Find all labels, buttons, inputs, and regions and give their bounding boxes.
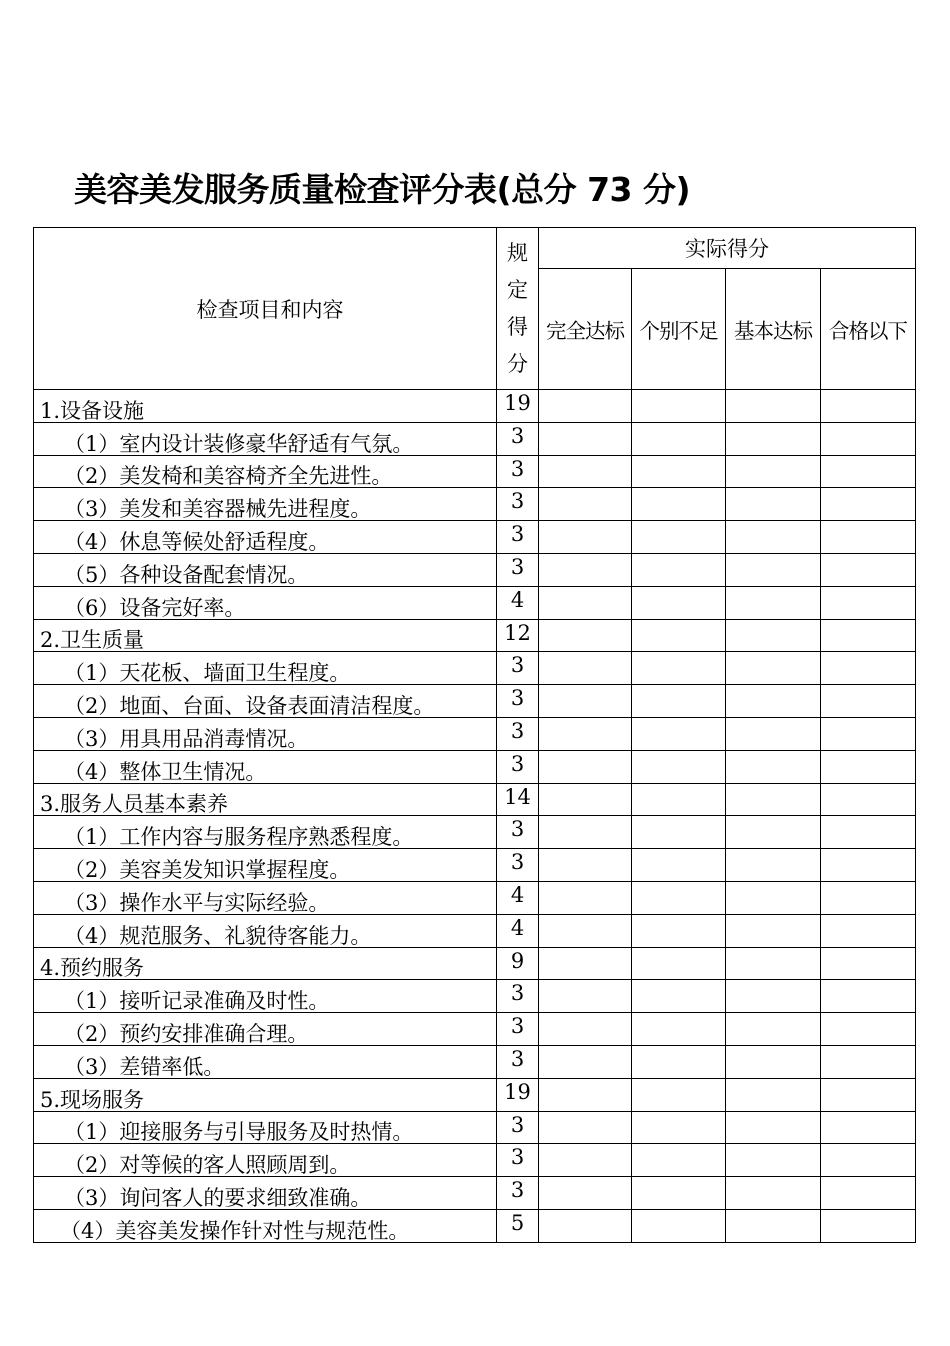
standard-score: 4: [497, 881, 539, 914]
standard-score: 12: [497, 619, 539, 652]
actual-score-cell[interactable]: [821, 980, 916, 1013]
actual-score-cell[interactable]: [726, 881, 821, 914]
actual-score-cell[interactable]: [726, 1045, 821, 1078]
actual-score-cell[interactable]: [726, 717, 821, 750]
table-row: [34, 1045, 916, 1078]
actual-score-cell[interactable]: [821, 849, 916, 882]
sub-item: （2）对等候的客人照顾周到。: [34, 1144, 497, 1177]
header-level-minor-shortfall: 个别不足: [632, 269, 726, 390]
table-row: [34, 586, 916, 619]
actual-score-cell[interactable]: [726, 390, 821, 423]
table-row: [34, 717, 916, 750]
actual-score-cell[interactable]: [821, 914, 916, 947]
table-row: [34, 1144, 916, 1177]
table-row: [34, 1013, 916, 1046]
actual-score-cell[interactable]: [726, 455, 821, 488]
table-row: [34, 1111, 916, 1144]
actual-score-cell[interactable]: [632, 914, 726, 947]
actual-score-cell[interactable]: [726, 1111, 821, 1144]
table-row: [34, 1209, 916, 1242]
actual-score-cell[interactable]: [821, 1111, 916, 1144]
actual-score-cell[interactable]: [632, 980, 726, 1013]
header-standard-score-char: 得: [507, 314, 528, 339]
sub-item: （1）接听记录准确及时性。: [34, 980, 497, 1013]
header-level-full: 完全达标: [539, 269, 632, 390]
standard-score: 3: [497, 422, 539, 455]
actual-score-cell[interactable]: [539, 849, 632, 882]
actual-score-cell[interactable]: [726, 652, 821, 685]
actual-score-cell[interactable]: [726, 980, 821, 1013]
sub-item: （1）室内设计装修豪华舒适有气氛。: [34, 422, 497, 455]
actual-score-cell[interactable]: [632, 1013, 726, 1046]
table-row: [34, 914, 916, 947]
sub-item: （2）美容美发知识掌握程度。: [34, 849, 497, 882]
actual-score-cell[interactable]: [632, 1045, 726, 1078]
actual-score-cell[interactable]: [632, 1144, 726, 1177]
sub-item: （3）差错率低。: [34, 1045, 497, 1078]
category-item: 5.现场服务: [34, 1078, 497, 1111]
standard-score: 3: [497, 455, 539, 488]
category-item: 2.卫生质量: [34, 619, 497, 652]
actual-score-cell[interactable]: [821, 1144, 916, 1177]
actual-score-cell[interactable]: [821, 488, 916, 521]
actual-score-cell[interactable]: [539, 947, 632, 980]
actual-score-cell[interactable]: [539, 586, 632, 619]
table-row: [34, 619, 916, 652]
sub-item: （1）迎接服务与引导服务及时热情。: [34, 1111, 497, 1144]
actual-score-cell[interactable]: [821, 455, 916, 488]
actual-score-cell[interactable]: [726, 1209, 821, 1242]
standard-score: 9: [497, 947, 539, 980]
standard-score: 3: [497, 1144, 539, 1177]
standard-score: 19: [497, 1078, 539, 1111]
actual-score-cell[interactable]: [539, 750, 632, 783]
table-row: [34, 980, 916, 1013]
sub-item: （1）工作内容与服务程序熟悉程度。: [34, 816, 497, 849]
standard-score: 3: [497, 1013, 539, 1046]
actual-score-cell[interactable]: [539, 980, 632, 1013]
actual-score-cell[interactable]: [821, 1177, 916, 1210]
standard-score: 3: [497, 521, 539, 554]
actual-score-cell[interactable]: [821, 685, 916, 718]
standard-score: 3: [497, 717, 539, 750]
sub-item: （4）休息等候处舒适程度。: [34, 521, 497, 554]
standard-score: 3: [497, 1177, 539, 1210]
sub-item: （4）整体卫生情况。: [34, 750, 497, 783]
actual-score-cell[interactable]: [632, 849, 726, 882]
actual-score-cell[interactable]: [539, 619, 632, 652]
page-title: 美容美发服务质量检查评分表(总分 73 分): [74, 170, 691, 209]
actual-score-cell[interactable]: [726, 422, 821, 455]
actual-score-cell[interactable]: [632, 455, 726, 488]
standard-score: 3: [497, 750, 539, 783]
actual-score-cell[interactable]: [539, 1177, 632, 1210]
standard-score: 19: [497, 390, 539, 423]
table-row: [34, 783, 916, 816]
actual-score-cell[interactable]: [539, 422, 632, 455]
actual-score-cell[interactable]: [632, 390, 726, 423]
standard-score: 14: [497, 783, 539, 816]
actual-score-cell[interactable]: [632, 947, 726, 980]
actual-score-cell[interactable]: [726, 521, 821, 554]
table-row: [34, 685, 916, 718]
table-row: [34, 390, 916, 423]
actual-score-cell[interactable]: [632, 586, 726, 619]
actual-score-cell[interactable]: [539, 488, 632, 521]
actual-score-cell[interactable]: [726, 619, 821, 652]
sub-item: （4）规范服务、礼貌待客能力。: [34, 914, 497, 947]
header-standard-score: [497, 228, 539, 390]
table-row: [34, 1177, 916, 1210]
standard-score: 3: [497, 816, 539, 849]
actual-score-cell[interactable]: [539, 521, 632, 554]
actual-score-cell[interactable]: [726, 914, 821, 947]
actual-score-cell[interactable]: [726, 816, 821, 849]
header-level-below: 合格以下: [821, 269, 916, 390]
actual-score-cell[interactable]: [726, 1144, 821, 1177]
table-row: [34, 422, 916, 455]
standard-score: 3: [497, 1111, 539, 1144]
standard-score: 3: [497, 553, 539, 586]
actual-score-cell[interactable]: [632, 1177, 726, 1210]
actual-score-cell[interactable]: [821, 717, 916, 750]
actual-score-cell[interactable]: [632, 685, 726, 718]
actual-score-cell[interactable]: [539, 881, 632, 914]
actual-score-cell[interactable]: [539, 1144, 632, 1177]
actual-score-cell[interactable]: [539, 652, 632, 685]
category-item: 4.预约服务: [34, 947, 497, 980]
actual-score-cell[interactable]: [632, 783, 726, 816]
actual-score-cell[interactable]: [726, 488, 821, 521]
category-item: 3.服务人员基本素养: [34, 783, 497, 816]
standard-score: 5: [497, 1209, 539, 1242]
actual-score-cell[interactable]: [726, 849, 821, 882]
actual-score-cell[interactable]: [632, 422, 726, 455]
actual-score-cell[interactable]: [821, 1209, 916, 1242]
standard-score: 3: [497, 488, 539, 521]
actual-score-cell[interactable]: [821, 1078, 916, 1111]
actual-score-cell[interactable]: [726, 685, 821, 718]
actual-score-cell[interactable]: [821, 1013, 916, 1046]
actual-score-cell[interactable]: [726, 783, 821, 816]
actual-score-cell[interactable]: [821, 783, 916, 816]
actual-score-cell[interactable]: [821, 521, 916, 554]
actual-score-cell[interactable]: [821, 652, 916, 685]
table-row: [34, 521, 916, 554]
table-row: [34, 849, 916, 882]
table-row: [34, 816, 916, 849]
actual-score-cell[interactable]: [632, 652, 726, 685]
actual-score-cell[interactable]: [632, 881, 726, 914]
standard-score: 3: [497, 849, 539, 882]
actual-score-cell[interactable]: [539, 1078, 632, 1111]
actual-score-cell[interactable]: [539, 816, 632, 849]
actual-score-cell[interactable]: [539, 1209, 632, 1242]
actual-score-cell[interactable]: [821, 586, 916, 619]
sub-item: （3）询问客人的要求细致准确。: [34, 1177, 497, 1210]
actual-score-cell[interactable]: [821, 619, 916, 652]
actual-score-cell[interactable]: [539, 390, 632, 423]
actual-score-cell[interactable]: [821, 553, 916, 586]
actual-score-cell[interactable]: [726, 750, 821, 783]
sub-item: （2）美发椅和美容椅齐全先进性。: [34, 455, 497, 488]
standard-score: 3: [497, 980, 539, 1013]
actual-score-cell[interactable]: [632, 717, 726, 750]
actual-score-cell[interactable]: [539, 914, 632, 947]
actual-score-cell[interactable]: [821, 390, 916, 423]
actual-score-cell[interactable]: [632, 619, 726, 652]
standard-score: 3: [497, 652, 539, 685]
actual-score-cell[interactable]: [539, 685, 632, 718]
actual-score-cell[interactable]: [726, 1013, 821, 1046]
table-row: [34, 881, 916, 914]
sub-item: （6）设备完好率。: [34, 586, 497, 619]
standard-score: 4: [497, 586, 539, 619]
actual-score-cell[interactable]: [632, 1209, 726, 1242]
actual-score-cell[interactable]: [821, 881, 916, 914]
category-item: 1.设备设施: [34, 390, 497, 423]
standard-score: 3: [497, 685, 539, 718]
actual-score-cell[interactable]: [821, 750, 916, 783]
score-table: [33, 227, 916, 1243]
actual-score-cell[interactable]: [539, 553, 632, 586]
header-standard-score-char: 规: [507, 240, 528, 265]
table-row: [34, 947, 916, 980]
actual-score-cell[interactable]: [726, 1177, 821, 1210]
actual-score-cell[interactable]: [632, 816, 726, 849]
header-level-basic: 基本达标: [726, 269, 821, 390]
table-row: [34, 750, 916, 783]
actual-score-cell[interactable]: [632, 1078, 726, 1111]
actual-score-cell[interactable]: [821, 816, 916, 849]
actual-score-cell[interactable]: [539, 1111, 632, 1144]
actual-score-cell[interactable]: [726, 1078, 821, 1111]
table-row: [34, 455, 916, 488]
sub-item: （3）操作水平与实际经验。: [34, 881, 497, 914]
standard-score: 3: [497, 1045, 539, 1078]
table-row: [34, 1078, 916, 1111]
header-standard-score-char: 定: [507, 277, 528, 302]
actual-score-cell[interactable]: [632, 553, 726, 586]
actual-score-cell[interactable]: [539, 1045, 632, 1078]
standard-score: 4: [497, 914, 539, 947]
sub-item: （5）各种设备配套情况。: [34, 553, 497, 586]
actual-score-cell[interactable]: [632, 488, 726, 521]
actual-score-cell[interactable]: [539, 455, 632, 488]
actual-score-cell[interactable]: [539, 783, 632, 816]
actual-score-cell[interactable]: [632, 1111, 726, 1144]
sub-item: （2）预约安排准确合理。: [34, 1013, 497, 1046]
sub-item: （4）美容美发操作针对性与规范性。: [34, 1209, 497, 1242]
table-row: [34, 553, 916, 586]
sub-item: （2）地面、台面、设备表面清洁程度。: [34, 685, 497, 718]
actual-score-cell[interactable]: [539, 717, 632, 750]
actual-score-cell[interactable]: [726, 947, 821, 980]
header-standard-score-char: 分: [507, 351, 528, 376]
actual-score-cell[interactable]: [726, 553, 821, 586]
table-row: [34, 488, 916, 521]
actual-score-cell[interactable]: [539, 1013, 632, 1046]
actual-score-cell[interactable]: [821, 947, 916, 980]
header-actual-score: 实际得分: [539, 228, 916, 269]
sub-item: （3）美发和美容器械先进程度。: [34, 488, 497, 521]
actual-score-cell[interactable]: [632, 750, 726, 783]
table-row: [34, 652, 916, 685]
sub-item: （3）用具用品消毒情况。: [34, 717, 497, 750]
actual-score-cell[interactable]: [821, 422, 916, 455]
actual-score-cell[interactable]: [821, 1045, 916, 1078]
actual-score-cell[interactable]: [632, 521, 726, 554]
header-item: 检查项目和内容: [34, 228, 497, 390]
sub-item: （1）天花板、墙面卫生程度。: [34, 652, 497, 685]
actual-score-cell[interactable]: [726, 586, 821, 619]
